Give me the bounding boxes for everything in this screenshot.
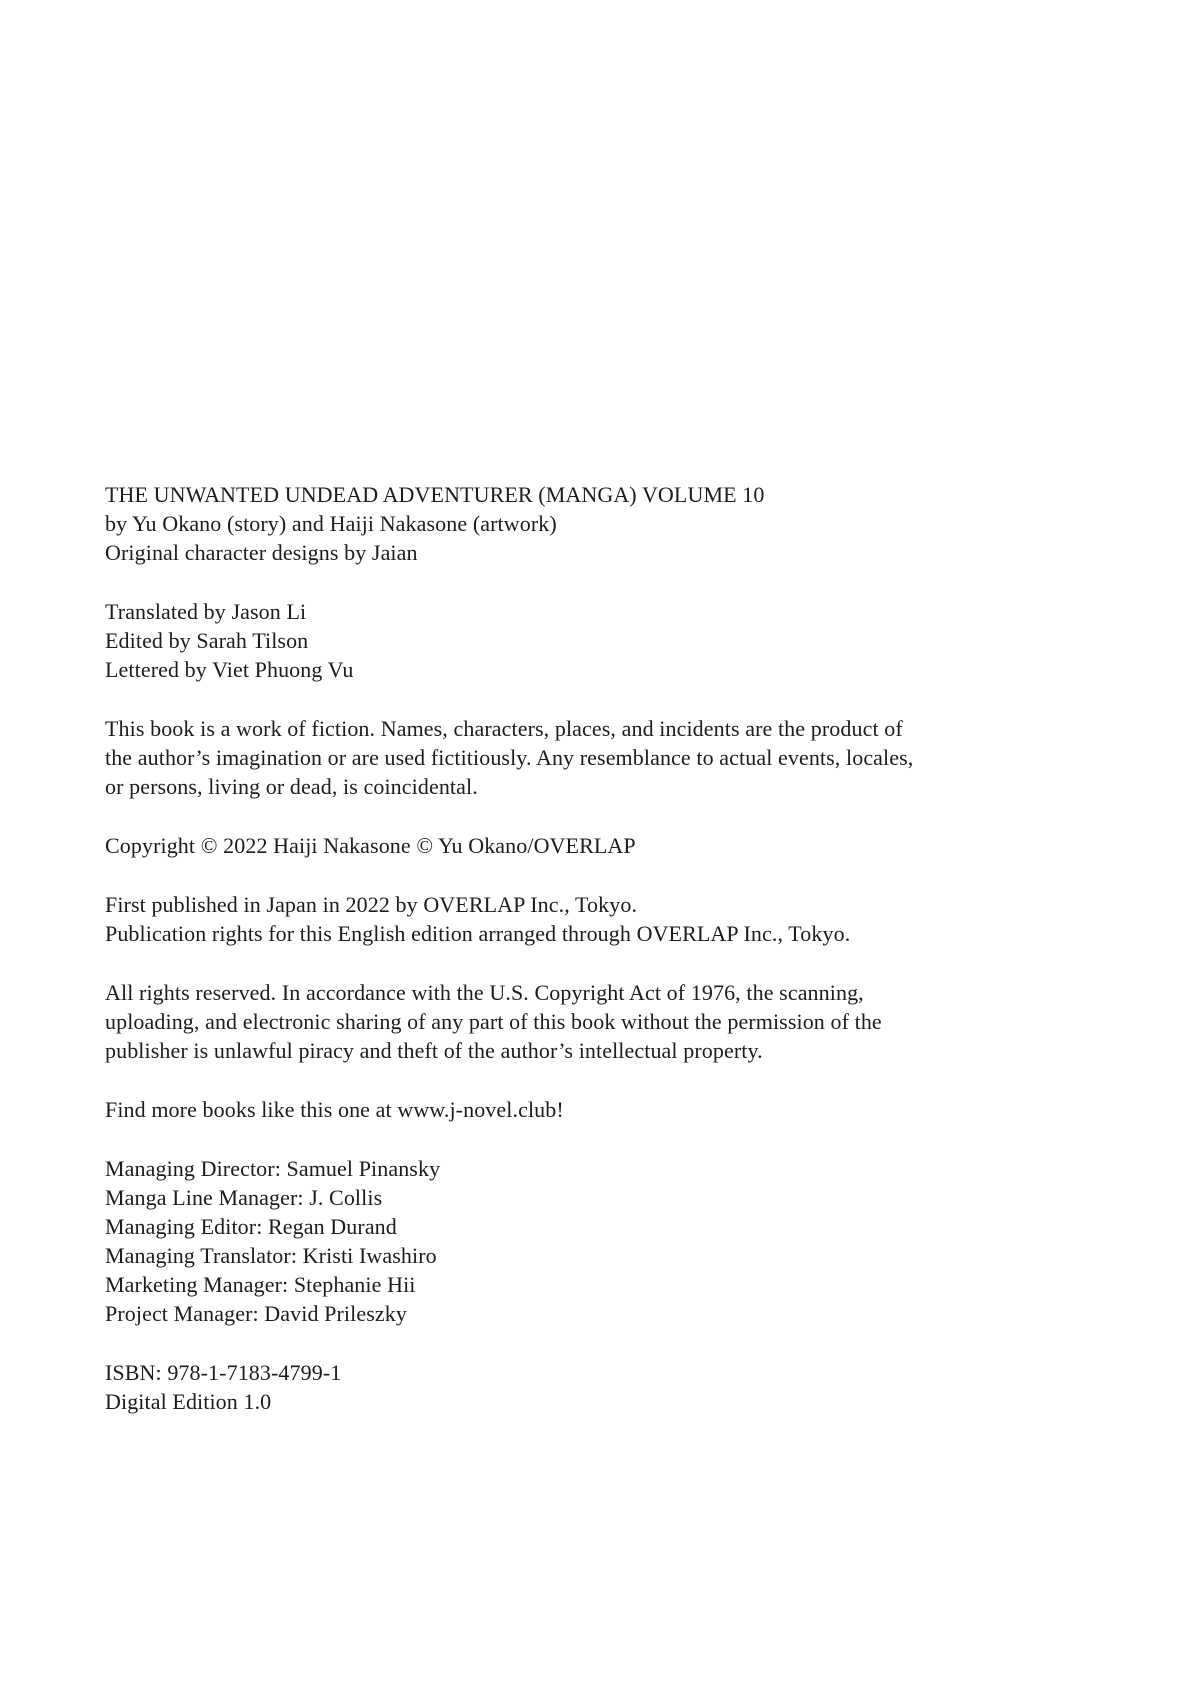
find-more-notice: [105, 1095, 1140, 1124]
byline: by Yu Okano (story) and Haiji Nakasone (artwork): [105, 511, 557, 536]
isbn-line: ISBN: 978-1-7183-4799-1: [105, 1360, 342, 1385]
copyright-notice: [105, 831, 1140, 860]
edition-line: Digital Edition 1.0: [105, 1389, 272, 1414]
letterer-credit: Lettered by Viet Phuong Vu: [105, 657, 354, 682]
credits-block: [105, 597, 1140, 684]
staff-item: Manga Line Manager: J. Collis: [105, 1185, 383, 1210]
rights-notice: [105, 978, 1140, 1065]
character-designs-credit: Original character designs by Jaian: [105, 540, 418, 565]
fiction-disclaimer: [105, 714, 1140, 801]
publication-line: Publication rights for this English edition arranged through OVERLAP Inc., Tokyo.: [105, 921, 851, 946]
editor-credit: Edited by Sarah Tilson: [105, 628, 309, 653]
staff-list: [105, 1154, 1140, 1328]
find-more-line: Find more books like this one at www.j-novel.club!: [105, 1097, 564, 1122]
edition-block: [105, 1358, 1140, 1416]
staff-item: Managing Director: Samuel Pinansky: [105, 1156, 441, 1181]
title-block: [105, 480, 1140, 567]
publication-info: [105, 890, 1140, 948]
publication-line: First published in Japan in 2022 by OVERLAP Inc., Tokyo.: [105, 892, 638, 917]
rights-line: publisher is unlawful piracy and theft of the author’s intellectual property.: [105, 1038, 763, 1063]
rights-line: uploading, and electronic sharing of any part of this book without the permission of the: [105, 1009, 882, 1034]
disclaimer-line: or persons, living or dead, is coincidental.: [105, 774, 478, 799]
disclaimer-line: This book is a work of fiction. Names, characters, places, and incidents are the product of: [105, 716, 903, 741]
copyright-line: Copyright © 2022 Haiji Nakasone © Yu Okano/OVERLAP: [105, 833, 636, 858]
staff-item: Project Manager: David Prileszky: [105, 1301, 407, 1326]
translator-credit: Translated by Jason Li: [105, 599, 307, 624]
colophon-page: [105, 480, 1140, 1446]
staff-item: Managing Editor: Regan Durand: [105, 1214, 397, 1239]
book-title: THE UNWANTED UNDEAD ADVENTURER (MANGA) VOLUME 10: [105, 482, 765, 507]
disclaimer-line: the author’s imagination or are used fictitiously. Any resemblance to actual events, locales,: [105, 745, 914, 770]
staff-item: Managing Translator: Kristi Iwashiro: [105, 1243, 437, 1268]
rights-line: All rights reserved. In accordance with the U.S. Copyright Act of 1976, the scanning,: [105, 980, 864, 1005]
staff-item: Marketing Manager: Stephanie Hii: [105, 1272, 416, 1297]
